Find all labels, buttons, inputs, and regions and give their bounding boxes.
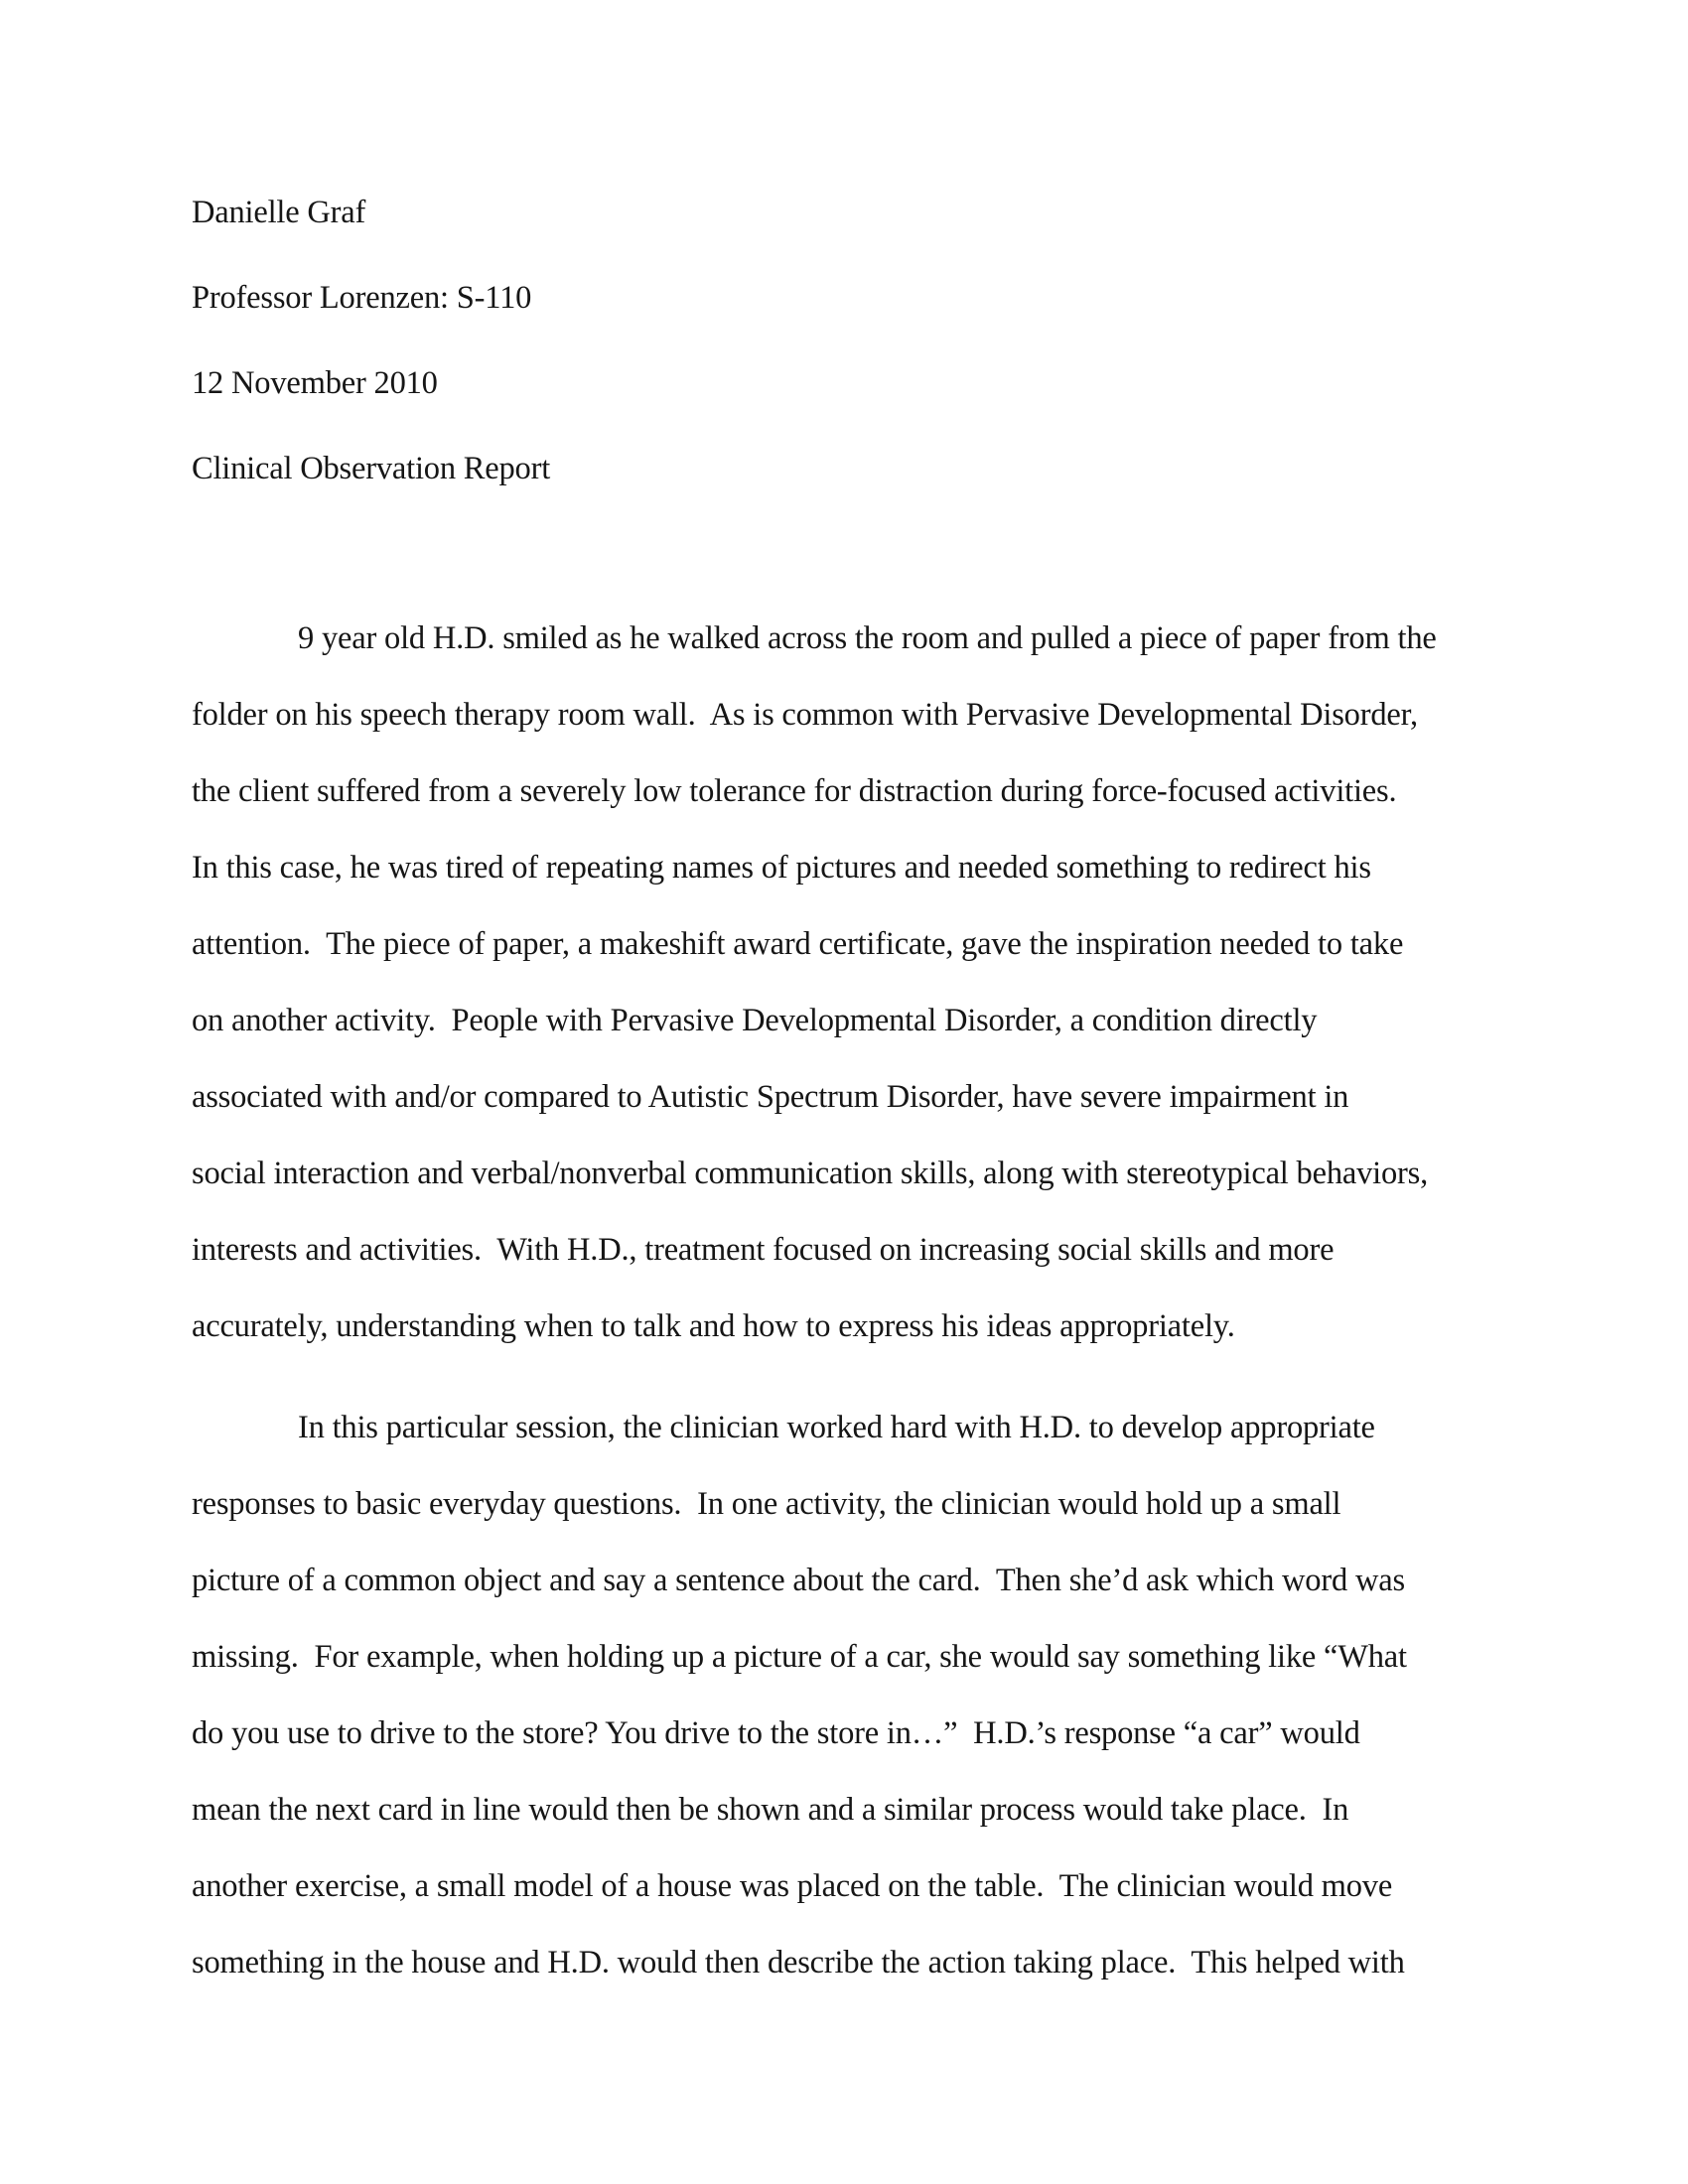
body-text-line: the client suffered from a severely low tolerance for distraction during force-focused activities.: [192, 773, 1397, 809]
professor-course: Professor Lorenzen: S-110: [192, 280, 532, 316]
paragraph-2: [192, 1390, 1407, 2001]
body-text-line: on another activity. People with Pervasive Developmental Disorder, a condition directly: [192, 1003, 1318, 1038]
body-text-line: In this particular session, the clinician worked hard with H.D. to develop appropriate: [298, 1410, 1375, 1445]
body-text-line: another exercise, a small model of a house was placed on the table. The clinician would move: [192, 1868, 1393, 1904]
body-text-line: accurately, understanding when to talk and how to express his ideas appropriately.: [192, 1308, 1235, 1344]
report-title: Clinical Observation Report: [192, 451, 551, 486]
body-text-line: interests and activities. With H.D., treatment focused on increasing social skills and more: [192, 1232, 1335, 1268]
body-text-line: folder on his speech therapy room wall. As is common with Pervasive Developmental Disorder,: [192, 697, 1418, 733]
report-date: 12 November 2010: [192, 365, 438, 401]
body-text-line: something in the house and H.D. would then describe the action taking place. This helped with: [192, 1945, 1405, 1980]
author-name: Danielle Graf: [192, 195, 366, 230]
body-text-line: responses to basic everyday questions. In one activity, the clinician would hold up a small: [192, 1486, 1341, 1522]
body-text-line: mean the next card in line would then be shown and a similar process would take place. In: [192, 1792, 1349, 1828]
body-text-line: In this case, he was tired of repeating names of pictures and needed something to redirect his: [192, 850, 1371, 886]
body-text-line: attention. The piece of paper, a makeshift award certificate, gave the inspiration needed to take: [192, 926, 1404, 962]
body-text-line: 9 year old H.D. smiled as he walked across the room and pulled a piece of paper from the: [298, 620, 1437, 656]
body-text-line: do you use to drive to the store? You drive to the store in…” H.D.’s response “a car” would: [192, 1715, 1360, 1751]
body-text-line: picture of a common object and say a sentence about the card. Then she’d ask which word was: [192, 1563, 1405, 1598]
mla-header: [192, 170, 550, 511]
body-text-line: social interaction and verbal/nonverbal communication skills, along with stereotypical behaviors,: [192, 1156, 1429, 1191]
body-text-line: associated with and/or compared to Autistic Spectrum Disorder, have severe impairment in: [192, 1079, 1349, 1115]
paragraph-1: [192, 601, 1437, 1365]
body-text-line: missing. For example, when holding up a picture of a car, she would say something like “What: [192, 1639, 1407, 1675]
